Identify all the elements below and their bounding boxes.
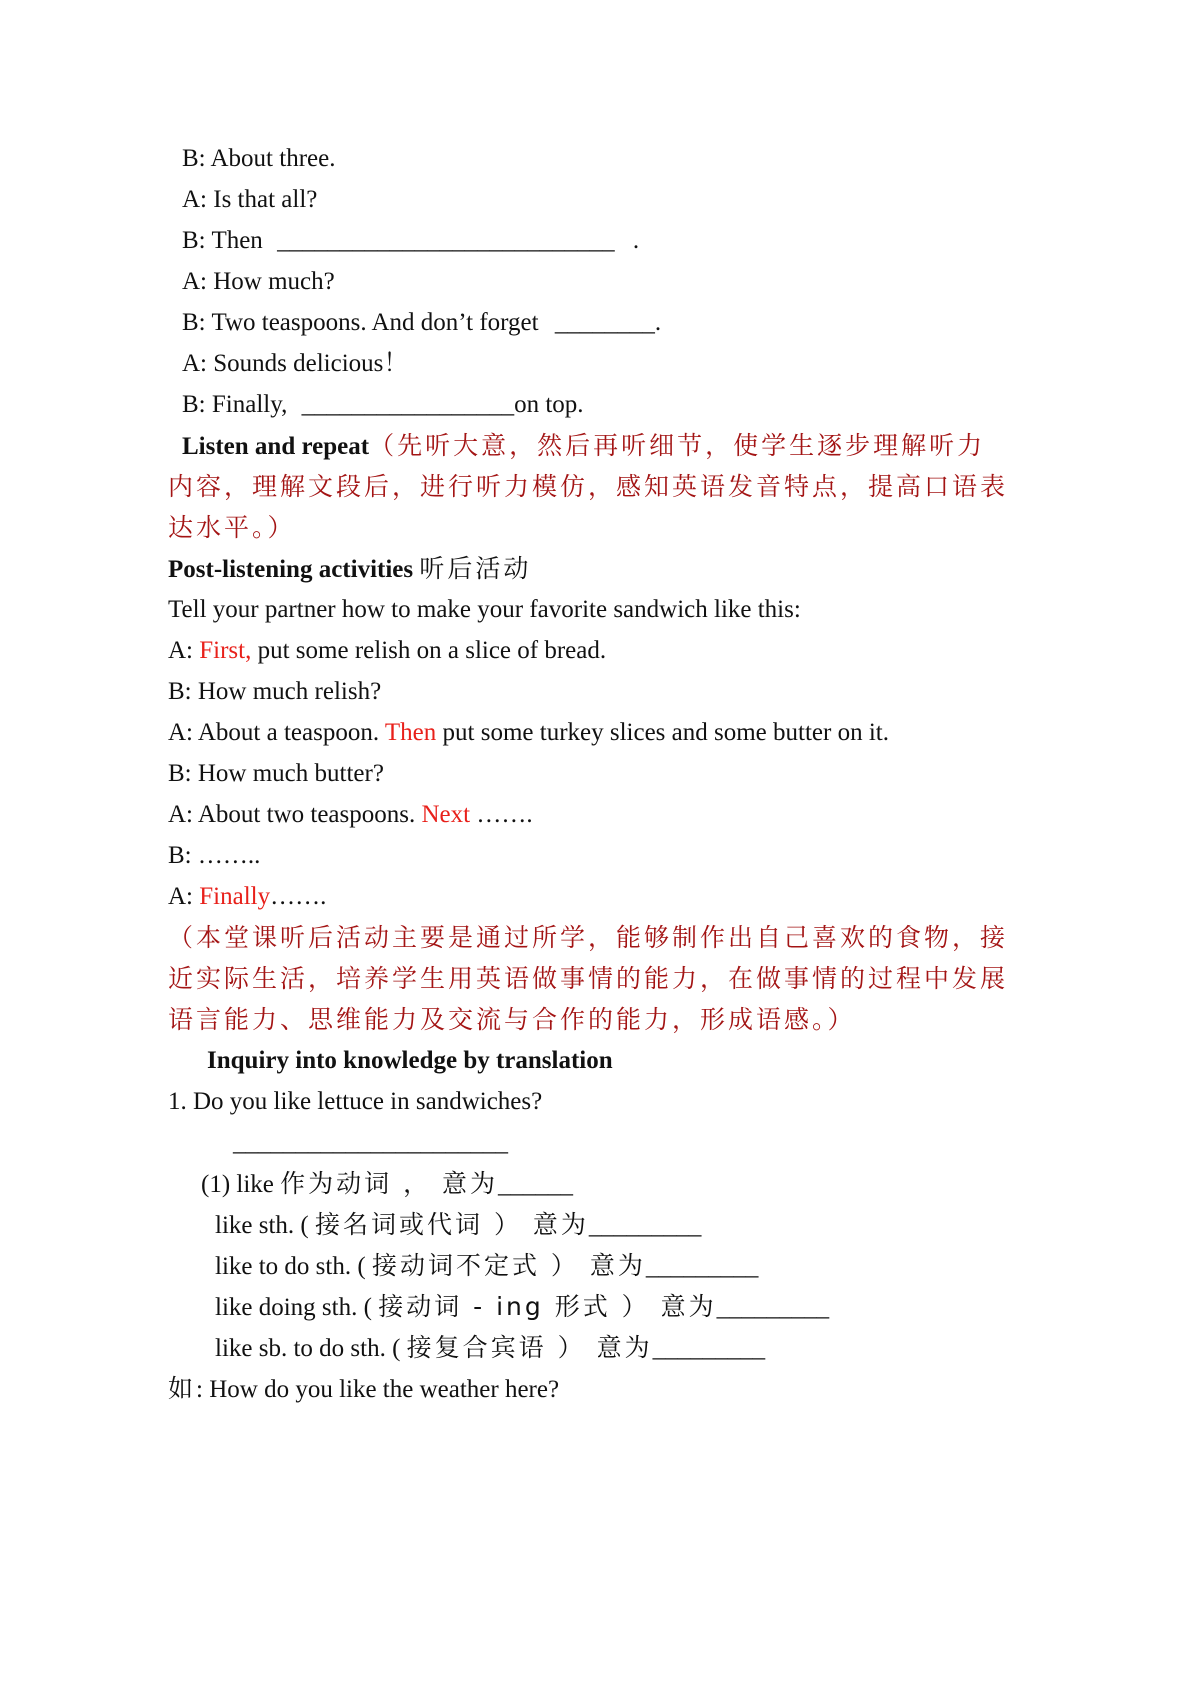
- example-text: …….: [476, 801, 533, 828]
- teaching-note: 语言能力、思维能力及交流与合作的能力，形成语感。）: [168, 1005, 856, 1034]
- sequence-keyword: First,: [199, 637, 252, 664]
- example-line: [168, 799, 533, 831]
- section-title: Listen and repeat: [182, 433, 370, 460]
- listen-repeat-heading: [182, 430, 985, 463]
- speaker: A:: [182, 350, 207, 377]
- section-title: Inquiry i: [207, 1047, 303, 1074]
- grammar-en: like doing sth. (: [215, 1294, 372, 1321]
- speaker: B:: [168, 678, 192, 705]
- example-text: put some turkey slices and some butter on it.: [442, 719, 889, 746]
- section-title: Post-listening activities: [168, 556, 414, 583]
- sequence-keyword: Next: [421, 801, 471, 828]
- section-title-cn: 听后活动: [419, 554, 532, 583]
- post-listening-heading: [168, 553, 531, 586]
- example-line: [168, 840, 260, 872]
- example-sentence: [168, 1373, 559, 1406]
- grammar-en: like sth. (: [215, 1212, 309, 1239]
- grammar-item: [215, 1209, 701, 1242]
- grammar-cn: 接名词或代词 ） 意为: [315, 1210, 589, 1239]
- example-line: [168, 881, 326, 913]
- punctuation: .: [632, 227, 640, 254]
- inquiry-heading: [207, 1045, 613, 1077]
- speaker: A:: [168, 883, 193, 910]
- dialogue-text: Then: [211, 227, 263, 254]
- sequence-keyword: Finally: [199, 883, 271, 910]
- example-text: About two teaspoons.: [197, 801, 416, 828]
- dialogue-text: About three.: [210, 145, 336, 172]
- dialogue-text-end: on top.: [514, 391, 584, 418]
- grammar-item: [215, 1250, 758, 1283]
- dialogue-line: [182, 225, 639, 257]
- dialogue-text: Is that all?: [213, 186, 318, 213]
- speaker: B:: [182, 145, 206, 172]
- answer-blank[interactable]: _________: [716, 1294, 830, 1321]
- example-text: How much relish?: [197, 678, 382, 705]
- dialogue-line: [182, 184, 317, 216]
- teaching-note: 近实际生活，培养学生用英语做事情的能力，在做事情的过程中发展: [168, 964, 1009, 993]
- speaker: B:: [182, 227, 206, 254]
- dialogue-line: [182, 143, 335, 175]
- speaker: A:: [182, 268, 207, 295]
- answer-blank[interactable]: ___________________________: [277, 227, 615, 254]
- teaching-note: 达水平。）: [168, 513, 296, 542]
- dialogue-line: [182, 307, 661, 339]
- teaching-note: （本堂课听后活动主要是通过所学，能够制作出自己喜欢的食物，接: [168, 923, 1009, 952]
- question: 1. Do you like lettuce in sandwiches?: [168, 1088, 543, 1115]
- example-prefix: 如: [168, 1374, 197, 1403]
- example-text: ……..: [197, 842, 261, 869]
- speaker: A:: [168, 637, 193, 664]
- speaker: B:: [182, 309, 206, 336]
- grammar-en: (1) like: [201, 1171, 274, 1198]
- example-text: How much butter?: [197, 760, 384, 787]
- sequence-keyword: Then: [384, 719, 437, 746]
- punctuation: .: [654, 309, 662, 336]
- dialogue-line: [182, 389, 584, 421]
- example-text: About a teaspoon.: [197, 719, 380, 746]
- grammar-item: [215, 1332, 765, 1365]
- answer-blank[interactable]: _________: [645, 1253, 759, 1280]
- dialogue-line: [182, 266, 335, 298]
- grammar-cn: 接复合宾语 ） 意为: [406, 1333, 653, 1362]
- grammar-cn: 作为动词 ， 意为: [280, 1169, 499, 1198]
- instruction: Tell your partner how to make your favorite sandwich like this:: [168, 596, 801, 623]
- dialogue-text: Finally,: [211, 391, 288, 418]
- grammar-en: like sb. to do sth. (: [215, 1335, 401, 1362]
- speaker: B:: [182, 391, 206, 418]
- grammar-cn: 接动词 - ing 形式 ） 意为: [378, 1292, 717, 1321]
- grammar-cn: 接动词不定式 ） 意为: [371, 1251, 646, 1280]
- answer-blank[interactable]: ________: [554, 309, 655, 336]
- dialogue-text: How much?: [213, 268, 335, 295]
- speaker: B:: [168, 842, 192, 869]
- speaker: A:: [182, 186, 207, 213]
- example-text: …….: [270, 883, 327, 910]
- dialogue-text: Sounds delicious！: [213, 350, 409, 377]
- grammar-en: like to do sth. (: [215, 1253, 366, 1280]
- example-text: : How do you like the weather here?: [196, 1376, 560, 1403]
- answer-blank[interactable]: _________: [652, 1335, 766, 1362]
- answer-blank[interactable]: ______________________: [233, 1129, 508, 1156]
- example-text: put some relish on a slice of bread.: [257, 637, 607, 664]
- answer-blank[interactable]: _________________: [301, 391, 515, 418]
- example-line: [168, 635, 606, 667]
- dialogue-text: Two teaspoons. And don’t forget: [211, 309, 539, 336]
- answer-blank[interactable]: _________: [588, 1212, 702, 1239]
- teaching-note: （先听大意，然后再听细节，使学生逐步理解听力: [369, 431, 986, 460]
- speaker: A:: [168, 719, 193, 746]
- example-line: [168, 758, 384, 790]
- example-line: [168, 676, 381, 708]
- speaker: A:: [168, 801, 193, 828]
- dialogue-line: [182, 348, 408, 380]
- teaching-note: 内容，理解文段后，进行听力模仿，感知英语发音特点，提高口语表: [168, 472, 1009, 501]
- example-line: [168, 717, 889, 749]
- grammar-item: [201, 1168, 573, 1201]
- answer-blank[interactable]: ______: [498, 1171, 574, 1198]
- section-title-cont: nto knowledge by translation: [302, 1047, 613, 1074]
- speaker: B:: [168, 760, 192, 787]
- grammar-item: [215, 1291, 829, 1324]
